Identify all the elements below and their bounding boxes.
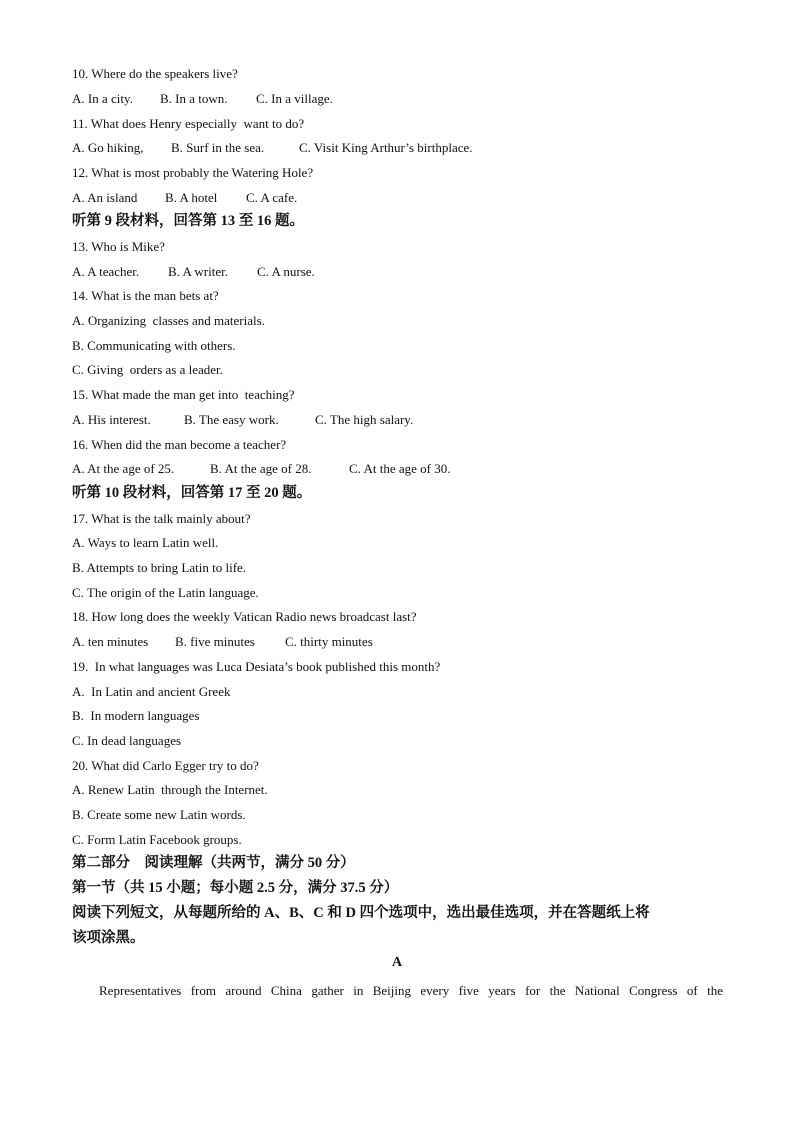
question-20-option-c: C. Form Latin Facebook groups. [72, 832, 242, 847]
question-12: 12. What is most probably the Watering Hole? [72, 165, 314, 180]
option-c: C. The high salary. [315, 412, 414, 427]
section-heading-10: 听第 10 段材料，回答第 17 至 20 题。 [72, 485, 312, 501]
question-11: 11. What does Henry especially want to do? [72, 116, 305, 131]
option-a: A. At the age of 25. [72, 461, 175, 476]
option-b: B. Surf in the sea. [171, 140, 265, 155]
question-20-option-b: B. Create some new Latin words. [72, 807, 246, 822]
passage-label: A [391, 955, 403, 970]
question-18-options [72, 634, 373, 650]
option-a: A. A teacher. [72, 264, 140, 279]
question-18: 18. How long does the weekly Vatican Radio news broadcast last? [72, 609, 417, 624]
question-15-options [72, 412, 413, 428]
question-16: 16. When did the man become a teacher? [72, 437, 287, 452]
option-c: C. At the age of 30. [349, 461, 451, 476]
passage-text: Representatives from around China gather in Beijing every five years for the National Congress of the [99, 983, 723, 998]
option-c: C. In a village. [256, 91, 333, 106]
question-12-options [72, 190, 297, 206]
option-a: A. Go hiking, [72, 140, 144, 155]
question-14-option-b: B. Communicating with others. [72, 338, 236, 353]
question-19: 19. In what languages was Luca Desiata’s book published this month? [72, 659, 441, 674]
section-heading-9: 听第 9 段材料，回答第 13 至 16 题。 [72, 213, 304, 229]
section-one-heading: 第一节（共 15 小题；每小题 2.5 分，满分 37.5 分） [72, 880, 399, 896]
option-b: B. five minutes [175, 634, 255, 649]
question-13-options [72, 264, 315, 280]
option-c: C. Visit King Arthur’s birthplace. [299, 140, 473, 155]
option-a: A. An island [72, 190, 138, 205]
question-19-option-c: C. In dead languages [72, 733, 182, 748]
option-b: B. At the age of 28. [210, 461, 312, 476]
instructions-line-2: 该项涂黑。 [72, 930, 145, 946]
option-a: A. ten minutes [72, 634, 149, 649]
question-11-options [72, 140, 473, 156]
part-two-heading: 第二部分 阅读理解（共两节，满分 50 分） [72, 855, 355, 871]
question-15: 15. What made the man get into teaching? [72, 387, 295, 402]
question-17-option-a: A. Ways to learn Latin well. [72, 535, 219, 550]
question-13: 13. Who is Mike? [72, 239, 165, 254]
option-c: C. A cafe. [246, 190, 298, 205]
question-19-option-a: A. In Latin and ancient Greek [72, 684, 231, 699]
question-19-option-b: B. In modern languages [72, 708, 200, 723]
question-14-option-c: C. Giving orders as a leader. [72, 362, 223, 377]
question-14: 14. What is the man bets at? [72, 288, 219, 303]
option-b: B. A writer. [168, 264, 228, 279]
option-a: A. His interest. [72, 412, 151, 427]
instructions-line-1: 阅读下列短文，从每题所给的 A、B、C 和 D 四个选项中，选出最佳选项，并在答题纸上将 [72, 905, 650, 921]
question-10: 10. Where do the speakers live? [72, 66, 238, 81]
question-14-option-a: A. Organizing classes and materials. [72, 313, 265, 328]
option-b: B. A hotel [165, 190, 218, 205]
option-c: C. A nurse. [257, 264, 315, 279]
option-a: A. In a city. [72, 91, 133, 106]
option-c: C. thirty minutes [285, 634, 373, 649]
question-20: 20. What did Carlo Egger try to do? [72, 758, 259, 773]
question-17-option-b: B. Attempts to bring Latin to life. [72, 560, 247, 575]
question-10-options [72, 91, 333, 107]
option-b: B. The easy work. [184, 412, 279, 427]
question-16-options [72, 461, 450, 477]
question-20-option-a: A. Renew Latin through the Internet. [72, 782, 268, 797]
question-17-option-c: C. The origin of the Latin language. [72, 585, 259, 600]
option-b: B. In a town. [160, 91, 228, 106]
question-17: 17. What is the talk mainly about? [72, 511, 251, 526]
